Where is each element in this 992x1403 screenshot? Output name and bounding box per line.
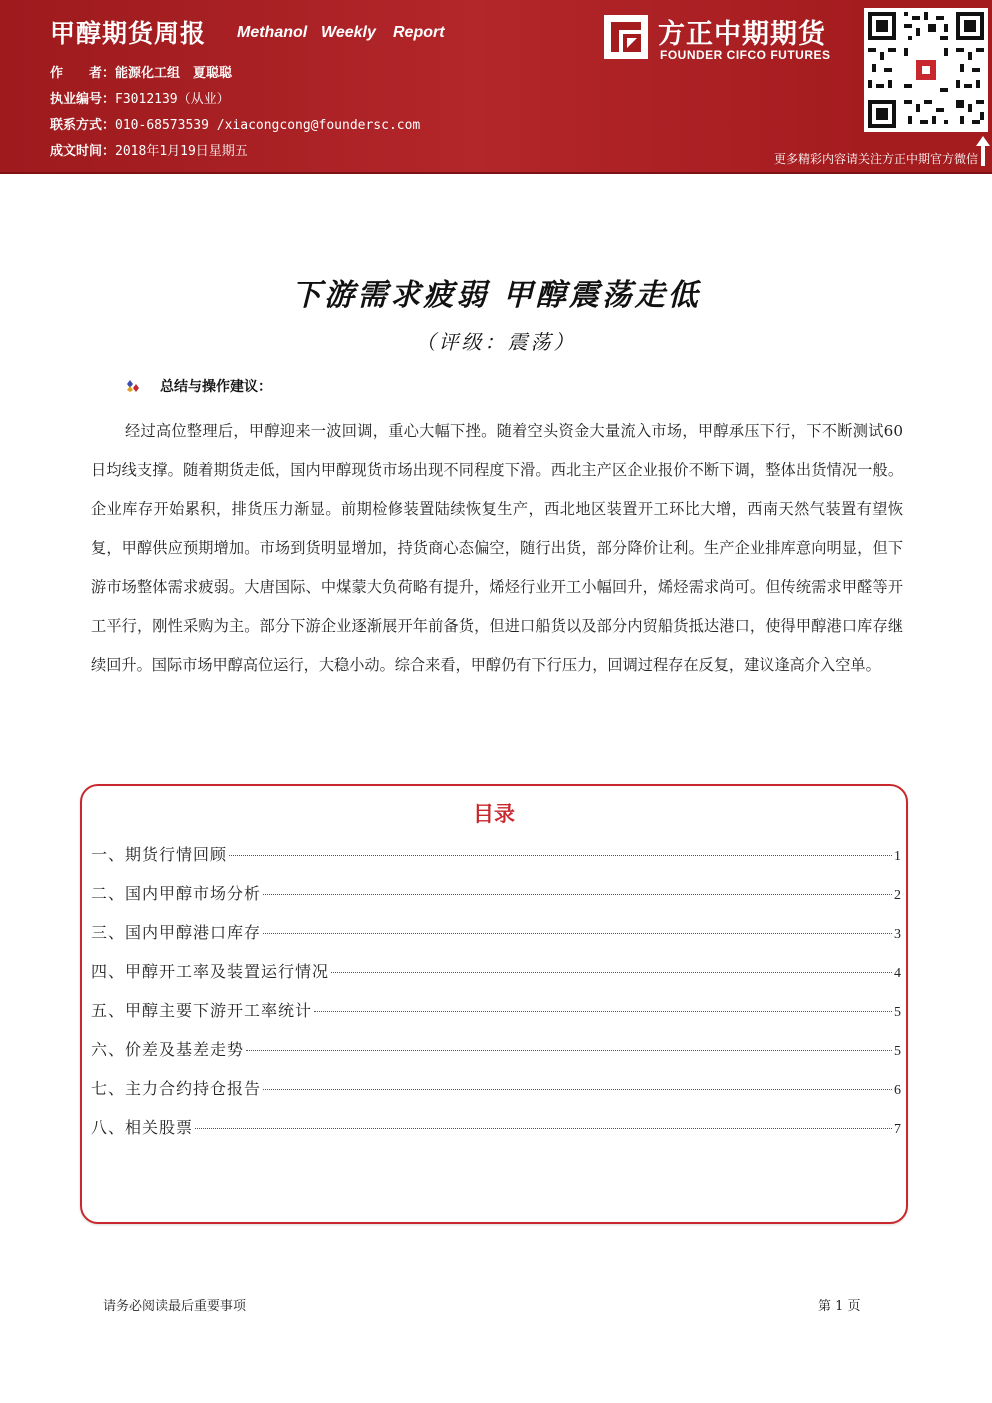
license-row [50, 88, 230, 107]
summary-paragraph: 经过高位整理后，甲醇迎来一波回调，重心大幅下挫。随着空头资金大量流入市场，甲醇承压下行，下不断测试60日均线支撑。随着期货走低，国内甲醇现货市场出现不同程度下滑。西北主产区企业报价不断下调，整体出货情况一般。企业库存开始累积，排货压力渐显。前期检修装置陆续恢复生产，西北地区装置开工环比大增，西南天然气装置有望恢复，甲醇供应预期增加。市场到货明显增加，持货商心态偏空，随行出货，部分降价让利。生产企业排库意向明显，但下游市场整体需求疲弱。大唐国际、中煤蒙大负荷略有提升，烯烃行业开工小幅回升，烯烃需求尚可。但传统需求甲醛等开工平行，刚性采购为主。部分下游企业逐渐展开年前备货，但进口船货以及部分内贸船货抵达港口，使得甲醇港口库存继续回升。国际市场甲醇高位运行，大稳小动。综合来看，甲醇仍有下行压力，回调过程存在反复，建议逢高介入空单。 [91, 422, 903, 674]
author-label: 作 者： [50, 66, 116, 81]
license-label: 执业编号： [50, 92, 116, 107]
founder-logo-icon [603, 14, 649, 60]
header-divider [0, 172, 992, 174]
english-subtitle-word-3: Report [393, 24, 445, 41]
toc-leader-dots [263, 893, 892, 895]
toc-leader-dots [195, 1127, 892, 1129]
date-label: 成文时间： [50, 144, 116, 159]
up-arrow-icon [976, 136, 990, 166]
toc-item-page: 5 [894, 1005, 901, 1020]
toc-item-label: 八、相关股票 [91, 1118, 194, 1137]
author-row [50, 62, 232, 81]
footer-disclaimer-note: 请务必阅读最后重要事项 [103, 1299, 247, 1314]
table-of-contents [80, 784, 908, 1224]
toc-item-position-report[interactable] [91, 1076, 901, 1115]
summary-heading: 总结与操作建议： [160, 379, 272, 395]
toc-item-operating-rate[interactable] [91, 959, 901, 998]
toc-item-related-stocks[interactable] [91, 1115, 901, 1154]
toc-title: 目录 [473, 802, 515, 826]
toc-leader-dots [229, 854, 892, 856]
wechat-follow-note: 更多精彩内容请关注方正中期官方微信 [773, 152, 978, 166]
date-row [50, 140, 248, 159]
toc-item-page: 3 [894, 927, 901, 942]
toc-item-page: 6 [894, 1083, 901, 1098]
english-subtitle-word-2: Weekly [321, 24, 376, 41]
toc-item-label: 七、主力合约持仓报告 [91, 1079, 262, 1098]
diamond-bullet-icon [126, 379, 140, 393]
toc-item-label: 四、甲醇开工率及装置运行情况 [91, 962, 330, 981]
author-value: 能源化工组 夏聪聪 [115, 66, 233, 81]
toc-item-label: 六、价差及基差走势 [91, 1040, 245, 1059]
toc-item-label: 五、甲醇主要下游开工率统计 [91, 1001, 313, 1020]
toc-item-page: 7 [894, 1122, 901, 1137]
report-header-band [0, 0, 992, 172]
wechat-qr-code-icon[interactable] [864, 8, 988, 132]
toc-leader-dots [263, 932, 892, 934]
toc-item-port-inventory[interactable] [91, 920, 901, 959]
date-value: 2018年1月19日星期五 [115, 144, 248, 159]
toc-item-label: 二、国内甲醇市场分析 [91, 884, 262, 903]
footer-page-number: 第 1 页 [818, 1299, 861, 1314]
toc-item-page: 1 [894, 849, 901, 864]
report-rating: （评级：震荡） [415, 330, 577, 354]
license-value: F3012139（从业） [115, 92, 230, 107]
toc-item-label: 一、期货行情回顾 [91, 845, 228, 864]
toc-leader-dots [331, 971, 892, 973]
toc-item-page: 4 [894, 966, 901, 981]
toc-item-page: 5 [894, 1044, 901, 1059]
contact-row [50, 114, 420, 133]
report-headline: 下游需求疲弱 甲醇震荡走低 [291, 278, 701, 313]
contact-value[interactable]: 010-68573539 /xiacongcong@foundersc.com [115, 118, 421, 133]
english-subtitle-word-1: Methanol [237, 24, 308, 41]
toc-item-futures-review[interactable] [91, 842, 901, 881]
company-name-cn: 方正中期期货 [658, 19, 826, 50]
toc-leader-dots [246, 1049, 892, 1051]
toc-item-domestic-market[interactable] [91, 881, 901, 920]
toc-item-spread-basis[interactable] [91, 1037, 901, 1076]
report-series-title: 甲醇期货周报 [50, 19, 207, 48]
toc-leader-dots [314, 1010, 892, 1012]
toc-item-label: 三、国内甲醇港口库存 [91, 923, 262, 942]
toc-leader-dots [263, 1088, 892, 1090]
toc-item-downstream-rate[interactable] [91, 998, 901, 1037]
toc-item-page: 2 [894, 888, 901, 903]
toc-list [91, 842, 901, 1154]
contact-label: 联系方式： [50, 118, 116, 133]
company-name-en: FOUNDER CIFCO FUTURES [660, 48, 831, 62]
